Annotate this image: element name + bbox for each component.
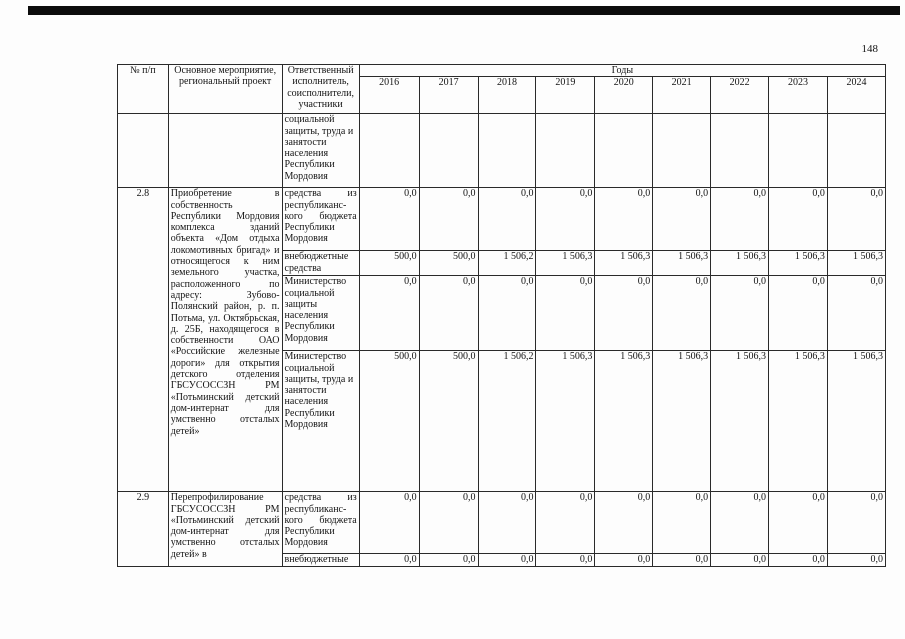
value-cell: 0,0: [827, 554, 885, 566]
value-cell: 0,0: [769, 492, 828, 554]
header-row-1: [118, 65, 886, 77]
value-cell: 500,0: [359, 351, 419, 492]
value-cell: 0,0: [419, 492, 478, 554]
value-cell: 1 506,2: [478, 251, 536, 276]
value-cell: 0,0: [536, 188, 595, 251]
value-cell: 1 506,3: [595, 351, 653, 492]
value-cell: 1 506,3: [711, 251, 769, 276]
cell-responsible: средства из республиканс-кого бюджета Республики Мордовия: [282, 188, 359, 251]
year-header: 2022: [711, 77, 769, 114]
cell-event: [168, 114, 282, 188]
cell-responsible: внебюджетные средства: [282, 251, 359, 276]
value-cell: 0,0: [359, 492, 419, 554]
header-event: Основное мероприятие, региональный проект: [168, 65, 282, 114]
value-cell: 0,0: [827, 276, 885, 351]
year-header: 2016: [359, 77, 419, 114]
cell-num: 2.8: [118, 188, 169, 492]
value-cell: 500,0: [359, 251, 419, 276]
program-table: [117, 64, 886, 567]
year-header: 2021: [653, 77, 711, 114]
value-cell: 0,0: [653, 554, 711, 566]
value-cell: 0,0: [711, 554, 769, 566]
value-cell: 0,0: [769, 554, 828, 566]
value-cell: 0,0: [478, 276, 536, 351]
value-cell: 0,0: [359, 188, 419, 251]
value-cell: 0,0: [711, 188, 769, 251]
value-cell: 1 506,3: [595, 251, 653, 276]
cell-responsible: Министерство социальной защиты, труда и занятости населения Республики Мордовия: [282, 351, 359, 492]
table-row: [118, 188, 886, 251]
value-cell: 1 506,3: [711, 351, 769, 492]
value-cell: 1 506,3: [536, 251, 595, 276]
value-cell: 1 506,3: [769, 251, 828, 276]
value-cell: 0,0: [595, 276, 653, 351]
value-cell: 0,0: [536, 492, 595, 554]
cell-num: 2.9: [118, 492, 169, 566]
value-cell: 500,0: [419, 251, 478, 276]
cell-event: Перепрофилирование ГБСУСОССЗН РМ «Потьминский детский дом-интернат для умственно отсталых детей» в: [168, 492, 282, 566]
value-cell: 1 506,2: [478, 351, 536, 492]
cell-responsible: Министерство социальной защиты населения Республики Мордовия: [282, 276, 359, 351]
cell-num: [118, 114, 169, 188]
value-cell: 500,0: [419, 351, 478, 492]
value-cell: 0,0: [478, 554, 536, 566]
year-header: 2019: [536, 77, 595, 114]
value-cell: 1 506,3: [827, 351, 885, 492]
page-number: 148: [861, 43, 878, 55]
value-cell: 0,0: [595, 492, 653, 554]
value-cell: 0,0: [419, 276, 478, 351]
value-cell: 0,0: [419, 554, 478, 566]
cell-event: Приобретение в собственность Республики Мордовия комплекса зданий объекта «Дом отдыха локомотивных бригад» и относящегося к ним земельного участка, расположенного по адресу: Зубово-Полянский район, р. п. Потьма, ул. Октябрьская, д. 25Б, находящегося в собственности ОАО «Российские железные дороги» для открытия детского отделения ГБСУСОССЗН РМ «Потьминский детский дом-интернат для умственно отсталых детей»: [168, 188, 282, 492]
value-cell: 0,0: [653, 492, 711, 554]
table-row: [118, 492, 886, 554]
value-cell: 1 506,3: [769, 351, 828, 492]
year-header: 2023: [769, 77, 828, 114]
value-cell: 0,0: [653, 276, 711, 351]
value-cell: 0,0: [653, 188, 711, 251]
value-cell: 0,0: [536, 554, 595, 566]
header-years: Годы: [359, 65, 885, 77]
year-header: 2018: [478, 77, 536, 114]
value-cell: 0,0: [827, 492, 885, 554]
cell-responsible: средства из республиканс-кого бюджета Республики Мордовия: [282, 492, 359, 554]
header-responsible: Ответственный исполнитель, соисполнители, участники: [282, 65, 359, 114]
value-cell: 0,0: [769, 276, 828, 351]
value-cell: 1 506,3: [827, 251, 885, 276]
value-cell: 0,0: [769, 188, 828, 251]
value-cell: 0,0: [711, 276, 769, 351]
table-row-continuation: [118, 114, 886, 188]
cell-responsible: внебюджетные: [282, 554, 359, 566]
value-cell: 0,0: [827, 188, 885, 251]
value-cell: 0,0: [419, 188, 478, 251]
cell-responsible: социальной защиты, труда и занятости населения Республики Мордовия: [282, 114, 359, 188]
value-cell: 1 506,3: [536, 351, 595, 492]
value-cell: 0,0: [478, 492, 536, 554]
value-cell: 0,0: [711, 492, 769, 554]
value-cell: 0,0: [478, 188, 536, 251]
value-cell: 0,0: [595, 188, 653, 251]
scan-top-border: [28, 6, 900, 15]
year-header: 2024: [827, 77, 885, 114]
value-cell: 0,0: [536, 276, 595, 351]
year-header: 2017: [419, 77, 478, 114]
year-header: 2020: [595, 77, 653, 114]
value-cell: 0,0: [359, 276, 419, 351]
value-cell: 0,0: [595, 554, 653, 566]
value-cell: 0,0: [359, 554, 419, 566]
header-num: № п/п: [118, 65, 169, 114]
value-cell: 1 506,3: [653, 351, 711, 492]
value-cell: 1 506,3: [653, 251, 711, 276]
